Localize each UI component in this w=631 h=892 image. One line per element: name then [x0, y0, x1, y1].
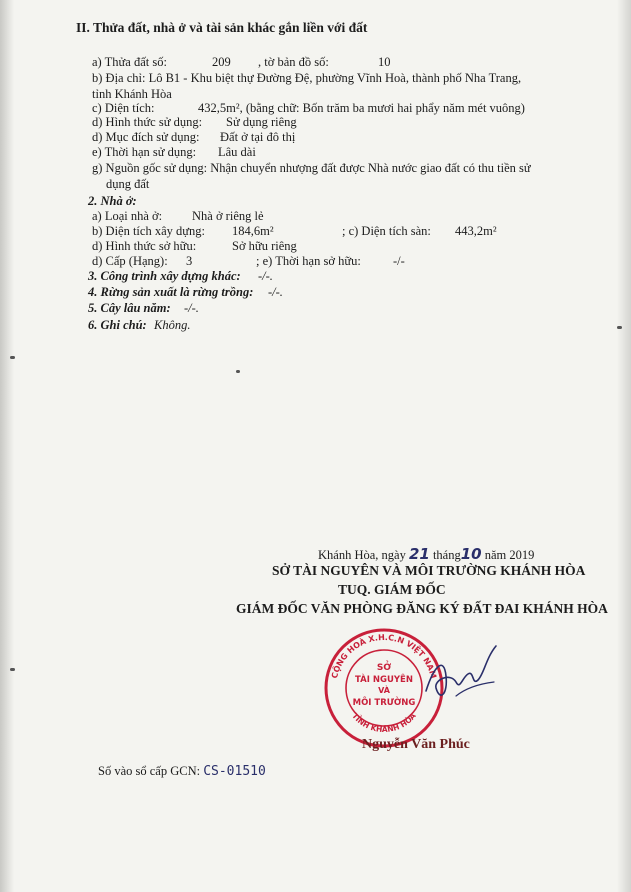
certificate-register: [98, 764, 266, 779]
land-address-line1: b) Địa chỉ: Lô B1 - Khu biệt thự Đường Đệ, phường Vĩnh Hoà, thành phố Nha Trang,: [92, 71, 522, 85]
house-title: 2. Nhà ở:: [88, 194, 137, 208]
org-line1: SỞ TÀI NGUYÊN VÀ MÔI TRƯỜNG KHÁNH HÒA: [272, 563, 586, 578]
scan-speck: [617, 326, 622, 329]
svg-text:TỈNH KHÁNH HÒA: [350, 711, 418, 734]
forest-value: -/-.: [268, 285, 283, 299]
seal-ring-text: CỘNG HOÀ X.H.C.N VIỆT NAM: [329, 632, 439, 680]
scan-speck: [10, 356, 15, 359]
seal-center-3: VÀ: [378, 686, 390, 695]
land-parcel-label: a) Thửa đất số:: [92, 55, 167, 69]
house-type-value: Nhà ở riêng lẻ: [192, 209, 264, 223]
other-construction-value: -/-.: [258, 269, 273, 283]
land-map-label: , tờ bản đồ số:: [258, 55, 329, 69]
land-origin-line2: dụng đất: [106, 177, 150, 191]
house-ownership-label: d) Hình thức sở hữu:: [92, 239, 197, 253]
org-line3: GIÁM ĐỐC VĂN PHÒNG ĐĂNG KÝ ĐẤT ĐAI KHÁNH HÒA: [236, 601, 608, 616]
date-year: năm 2019: [484, 548, 535, 562]
certificate-register-number: CS-01510: [203, 764, 266, 779]
date-prefix: Khánh Hòa, ngày: [318, 548, 406, 562]
date-month: 10: [460, 545, 482, 563]
house-build-area-label: b) Diện tích xây dựng:: [92, 224, 206, 238]
date-day: 21: [408, 545, 430, 563]
house-grade-value: 3: [186, 254, 193, 268]
house-ownership-term-label: ; e) Thời hạn sở hữu:: [256, 254, 361, 268]
land-use-form-label: d) Hình thức sử dụng:: [92, 115, 203, 129]
handwritten-signature: [416, 636, 506, 716]
house-floor-area-value: 443,2m²: [455, 224, 497, 238]
land-term-label: e) Thời hạn sử dụng:: [92, 145, 197, 159]
land-parcel-value: 209: [212, 55, 231, 69]
seal-center-2: TÀI NGUYÊN: [355, 675, 413, 685]
org-line2: TUQ. GIÁM ĐỐC: [338, 582, 446, 597]
seal-center-1: SỞ: [376, 663, 392, 673]
land-purpose-value: Đất ở tại đô thị: [220, 130, 296, 144]
land-origin-line1: g) Nguồn gốc sử dụng: Nhận chuyển nhượng đất được Nhà nước giao đất có thu tiền sử: [92, 161, 531, 175]
seal-center-4: MÔI TRƯỜNG: [352, 698, 416, 708]
note-value: Không.: [154, 318, 191, 332]
land-area-label: c) Diện tích:: [92, 101, 155, 115]
land-map-value: 10: [378, 55, 391, 69]
forest-label: 4. Rừng sản xuất là rừng trồng:: [88, 285, 254, 299]
scan-speck: [10, 668, 15, 671]
scan-right-edge: [617, 0, 631, 892]
certificate-register-label: Số vào sổ cấp GCN:: [98, 764, 201, 778]
house-grade-label: d) Cấp (Hạng):: [92, 254, 168, 268]
scan-speck: [236, 370, 240, 373]
section-title: II. Thửa đất, nhà ở và tài sản khác gắn liền với đất: [76, 20, 368, 35]
date-month-label: tháng: [432, 548, 461, 562]
house-floor-area-label: ; c) Diện tích sàn:: [342, 224, 431, 238]
seal-ring-bottom: TỈNH KHÁNH HÒA: [350, 711, 418, 735]
house-build-area-value: 184,6m²: [232, 224, 274, 238]
perennial-label: 5. Cây lâu năm:: [88, 301, 171, 315]
land-address-line2: tỉnh Khánh Hòa: [92, 87, 172, 101]
land-purpose-label: d) Mục đích sử dụng:: [92, 130, 200, 144]
perennial-value: -/-.: [184, 301, 199, 315]
other-construction-label: 3. Công trình xây dựng khác:: [88, 269, 241, 283]
signer-name: Nguyễn Văn Phúc: [362, 737, 470, 752]
house-type-label: a) Loại nhà ở:: [92, 209, 163, 223]
house-ownership-term-value: -/-: [393, 254, 405, 268]
note-label: 6. Ghi chú:: [88, 318, 147, 332]
land-use-form-value: Sử dụng riêng: [226, 115, 297, 129]
land-term-value: Lâu dài: [218, 145, 256, 159]
house-ownership-value: Sở hữu riêng: [232, 239, 297, 253]
land-area-value: 432,5m², (bằng chữ: Bốn trăm ba mươi hai phẩy năm mét vuông): [198, 101, 525, 115]
scan-left-edge: [0, 0, 14, 892]
